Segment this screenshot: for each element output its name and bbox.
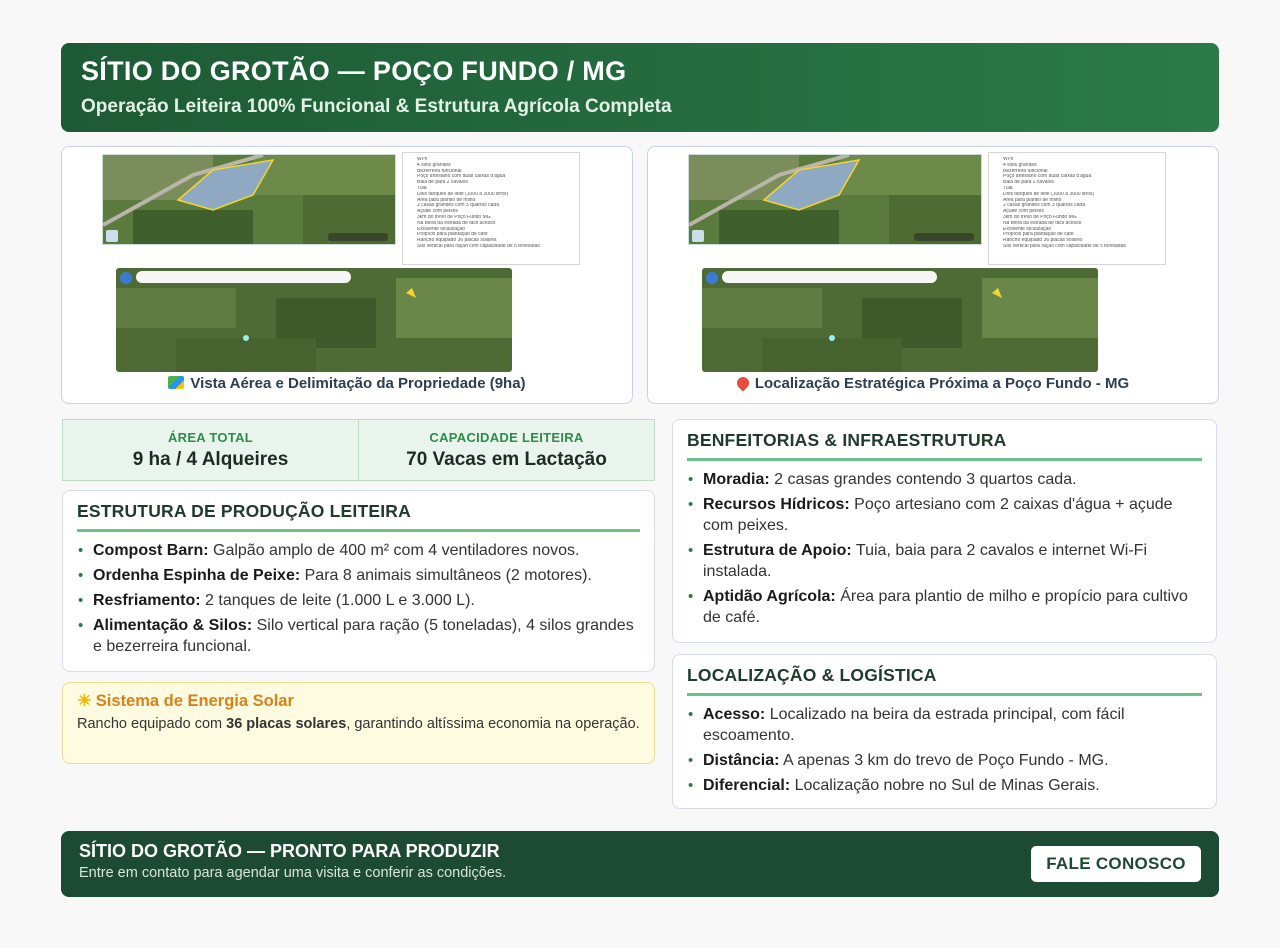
improvements-list (687, 469, 1202, 628)
aerial-map-card (61, 146, 633, 404)
contact-button[interactable]: FALE CONOSCO (1031, 846, 1201, 882)
stat-label: ÁREA TOTAL (167, 430, 254, 445)
stat-value: 70 Vacas em Lactação (406, 449, 607, 470)
list-item: • Aptidão Agrícola: Área para plantio de milho e propício para cultivo de café. (687, 586, 1202, 628)
list-item: • Alimentação & Silos: Silo vertical para ração (5 toneladas), 4 silos grandes e bezerreira funcional. (77, 615, 640, 657)
solar-title: ☀ Sistema de Energia Solar (77, 692, 294, 710)
page-title: SÍTIO DO GROTÃO — POÇO FUNDO / MG (81, 56, 627, 86)
section-title: BENFEITORIAS & INFRAESTRUTURA (687, 430, 1202, 461)
regional-map-image[interactable] (702, 268, 1098, 372)
list-item: • Ordenha Espinha de Peixe: Para 8 animais simultâneos (2 motores). (77, 565, 640, 586)
map-icon (168, 376, 184, 389)
list-item: • Distância: A apenas 3 km do trevo de Poço Fundo - MG. (687, 750, 1202, 771)
location-map-card (647, 146, 1219, 404)
solar-callout (62, 682, 655, 764)
page-subtitle: Operação Leiteira 100% Funcional & Estrutura Agrícola Completa (81, 96, 672, 117)
sun-icon: ☀ (77, 692, 92, 710)
section-title: ESTRUTURA DE PRODUÇÃO LEITEIRA (77, 501, 640, 532)
regional-map-image[interactable] (116, 268, 512, 372)
footer-title: SÍTIO DO GROTÃO — PRONTO PARA PRODUZIR (79, 841, 500, 861)
list-item: • Recursos Hídricos: Poço artesiano com 2 caixas d'água + açude com peixes. (687, 494, 1202, 536)
aerial-map-image[interactable] (688, 154, 982, 245)
footer-banner (61, 831, 1219, 897)
footer-subtitle: Entre em contato para agendar uma visita e conferir as condições. (79, 865, 507, 881)
location-list (687, 704, 1202, 796)
stat-value: 9 ha / 4 Alqueires (132, 449, 289, 470)
list-item: • Compost Barn: Galpão amplo de 400 m² com 4 ventiladores novos. (77, 540, 640, 561)
list-item: • Resfriamento: 2 tanques de leite (1.000 L e 3.000 L). (77, 590, 640, 611)
aerial-map-caption: Vista Aérea e Delimitação da Propriedade (9ha) (62, 375, 632, 392)
improvements-section (672, 419, 1217, 643)
list-item: • Diferencial: Localização nobre no Sul de Minas Gerais. (687, 775, 1202, 796)
map-notes-panel: Wi-fi 4 silos grandes Bezerreira funcional Poço artesiano com duas caixas d'água Baia de para 2 cavalos Tuia Dois tanques de leite (1000 a 3000 litros) Área para plantio de milho 2 casas grandes com 3 quartos cada Açude com peixes 3km do trevo de Poço Fundo MG Na beira da estrada de fácil acesso Excelente localização Propício para plantação de café Rancho equipado 36 placas solares Silo vertical para ração com capacidade de 5 toneladas (988, 152, 1166, 265)
stat-capacity (358, 420, 654, 480)
stat-label: CAPACIDADE LEITEIRA (429, 430, 584, 445)
header-banner (61, 43, 1219, 132)
pin-icon (734, 375, 751, 392)
production-list (77, 540, 640, 657)
aerial-map-image[interactable] (102, 154, 396, 245)
stats-strip (62, 419, 655, 481)
section-title: LOCALIZAÇÃO & LOGÍSTICA (687, 665, 1202, 696)
location-map-caption: Localização Estratégica Próxima a Poço Fundo - MG (648, 375, 1218, 392)
list-item: • Moradia: 2 casas grandes contendo 3 quartos cada. (687, 469, 1202, 490)
location-section (672, 654, 1217, 809)
map-notes-panel: Wi-fi 4 silos grandes Bezerreira funcional Poço artesiano com duas caixas d'água Baia de para 2 cavalos Tuia Dois tanques de leite (1000 a 3000 litros) Área para plantio de milho 2 casas grandes com 3 quartos cada Açude com peixes 3km do trevo de Poço Fundo MG Na beira da estrada de fácil acesso Excelente localização Propício para plantação de café Rancho equipado 36 placas solares Silo vertical para ração com capacidade de 5 toneladas (402, 152, 580, 265)
stat-area (63, 420, 358, 480)
production-section (62, 490, 655, 672)
solar-text: Rancho equipado com 36 placas solares, garantindo altíssima economia na operação. (77, 716, 640, 732)
list-item: • Estrutura de Apoio: Tuia, baia para 2 cavalos e internet Wi-Fi instalada. (687, 540, 1202, 582)
list-item: • Acesso: Localizado na beira da estrada principal, com fácil escoamento. (687, 704, 1202, 746)
